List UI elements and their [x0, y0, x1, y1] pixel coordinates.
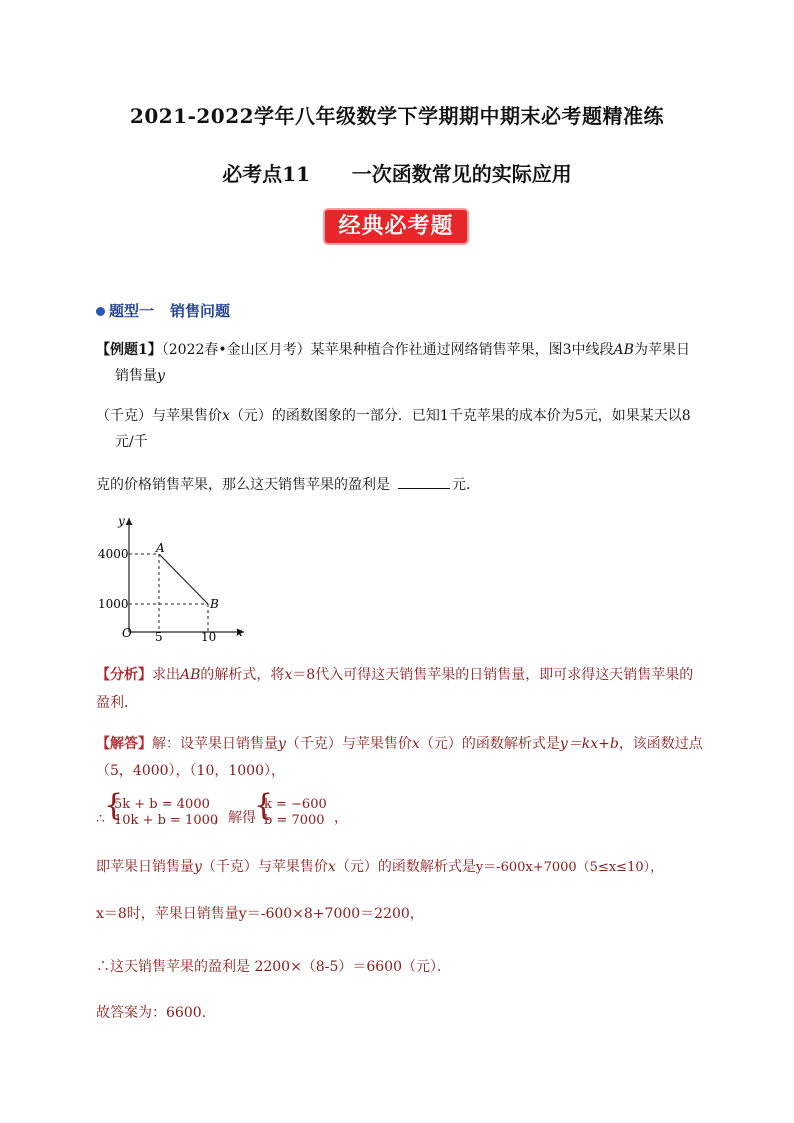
equation-2: 10k + b = 1000 [114, 813, 219, 828]
classic-badge [325, 210, 467, 243]
example-line-3: （千克）与苹果售价x（元）的函数图象的一部分．已知1千克苹果的成本价为5元，如果某天以8 [96, 408, 691, 424]
example-tag: 【例题1】 [96, 342, 162, 358]
equation-1: 5k + b = 4000 [114, 797, 210, 812]
left-brace-1: { [104, 788, 124, 823]
solution-line-7: 故答案为：6600． [96, 1005, 216, 1021]
x-tick-10: 10 [201, 630, 217, 644]
document-title: 2021-2022学年八年级数学下学期期中期末必考题精准练 [129, 104, 665, 128]
document-subtitle: 必考点11 一次函数常见的实际应用 [222, 162, 572, 186]
section-label: 题型一 [109, 302, 155, 320]
analysis-line-2: 盈利． [96, 695, 138, 711]
y-tick-1000: 1000 [98, 597, 129, 611]
origin-label: O [122, 626, 132, 640]
example-line-1: 【例题1】（2022春•金山区月考）某苹果种植合作社通过网络销售苹果，图3中线段AB为苹果日 [96, 342, 690, 358]
x-axis-label: x [236, 625, 243, 639]
bullet-dot-icon [96, 307, 105, 316]
example-line-4: 元/千 [115, 434, 148, 450]
solution-tag: 【解答】 [96, 736, 152, 752]
solution-line-5: x＝8时，苹果日销售量y＝-600×8+7000＝2200， [96, 906, 424, 922]
answer-blank [398, 474, 450, 489]
function-graph [96, 510, 256, 646]
point-a-label: A [156, 541, 165, 555]
left-brace-2: { [254, 788, 274, 823]
solution-line-1: 【解答】解：设苹果日销售量y（千克）与苹果售价x（元）的函数解析式是y＝kx+b，该函数过点 [96, 736, 703, 752]
result-b: b = 7000 [264, 813, 325, 828]
x-tick-5: 5 [155, 630, 163, 644]
solution-line-6: ∴这天销售苹果的盈利是 2200×（8-5）＝6600（元）． [96, 959, 451, 975]
badge-label: 经典必考题 [338, 214, 454, 239]
example-line-5: 克的价格销售苹果，那么这天销售苹果的盈利是 元． [96, 474, 480, 495]
y-axis-label: y [118, 514, 125, 528]
example-line-2: 销售量y [115, 368, 165, 384]
y-tick-4000: 4000 [98, 547, 129, 561]
section-topic: 销售问题 [170, 302, 231, 320]
solution-line-4: 即苹果日销售量y（千克）与苹果售价x（元）的函数解析式是y＝-600x+7000（5≤x≤10）， [96, 859, 664, 875]
solution-line-2: （5，4000），（10，1000）， [96, 763, 285, 779]
analysis-tag: 【分析】 [96, 667, 152, 683]
point-b-label: B [210, 597, 219, 611]
section-heading [96, 300, 230, 321]
analysis-line-1: 【分析】求出AB的解析式，将x＝8代入可得这天销售苹果的日销售量，即可求得这天销售苹果的 [96, 667, 694, 683]
therefore-symbol: ∴ [96, 811, 105, 827]
equation-system: ∴ { 5k + b = 4000 10k + b = 1000 ，解得 { k = −600 b = 7000 ， [96, 788, 348, 828]
result-k: k = −600 [264, 797, 327, 812]
segment-ab [159, 554, 208, 604]
